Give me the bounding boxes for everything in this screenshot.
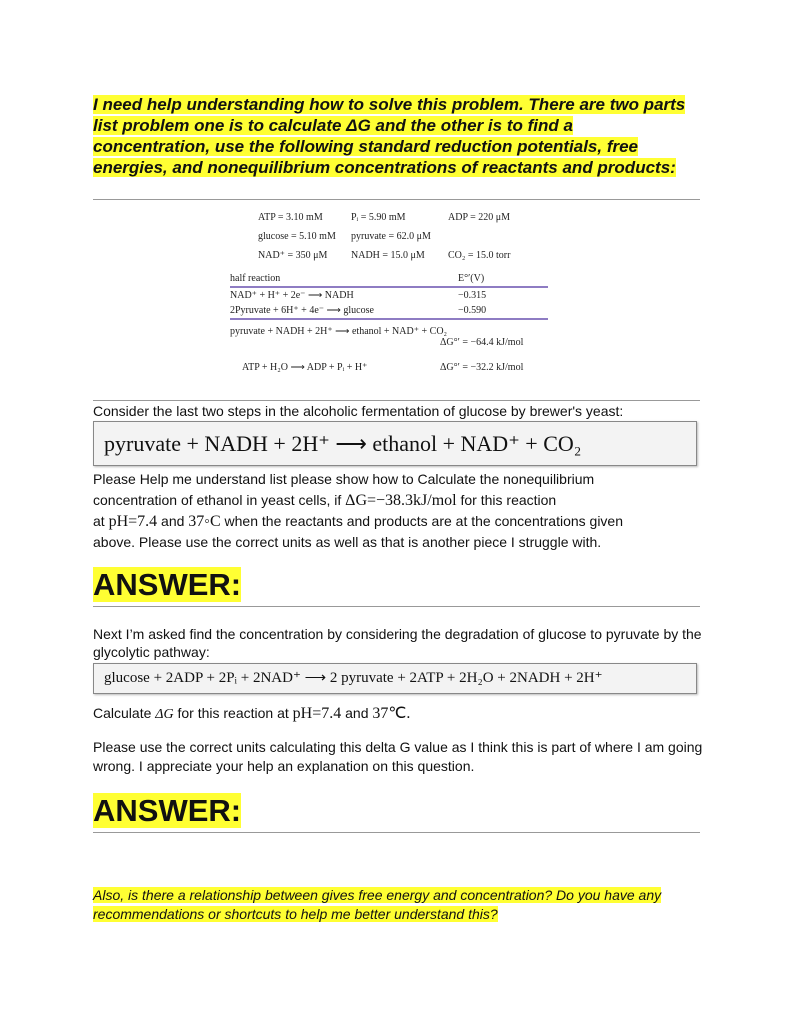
units-note: Please use the correct units calculating this delta G value as I think this is part of where I am going wrong. I appreciate your help an explanation on this question. [93,739,703,774]
divider [93,606,700,607]
closing-question: Also, is there a relationship between gives free energy and concentration? Do you have any recommendations or shortcuts to help me better understand this? [93,887,662,922]
concentration-row: NAD⁺ = 350 μM NADH = 15.0 μM CO₂ = 15.0 torr [258,250,511,261]
answer-heading-2: ANSWER: [93,793,242,828]
concentration-row: glucose = 5.10 mM pyruvate = 62.0 μM [258,231,431,242]
divider [93,832,700,833]
part1-question: Please Help me understand list please show how to Calculate the nonequilibrium concentration of ethanol in yeast cells, if ΔG=−38.3kJ/mol for this reaction at pH=7.4 and 37◦C when the reactants and products are at the concentrations given above. Please use the correct units as well as that is another piece I struggle with. [93,471,624,550]
reaction-2: ATP + H₂O ⟶ ADP + Pᵢ + H⁺ ΔG°′ = −32.2 kJ/mol [242,362,524,373]
reaction-1: pyruvate + NADH + 2H⁺ ⟶ ethanol + NAD⁺ + CO₂ [230,326,448,337]
concentration-row: ATP = 3.10 mM Pᵢ = 5.90 mM ADP = 220 μM [258,212,511,223]
fermentation-equation: pyruvate + NADH + 2H⁺ ⟶ ethanol + NAD⁺ + CO₂ [93,421,697,466]
calculate-text: Calculate ΔG for this reaction at pH=7.4 and 37℃. [93,705,411,722]
half-reaction-table: half reaction E°′(V) NAD⁺ + H⁺ + 2e⁻ ⟶ NADH −0.315 2Pyruvate + 6H⁺ + 4e⁻ ⟶ glucose −0.590 [230,271,548,320]
intro-question: I need help understanding how to solve this problem. There are two parts list problem one is to calculate ΔG and the other is to find a concentration, use the following standard reduction potentials, free energies, and nonequilibrium concentrations of reactants and products: [93,95,686,177]
problem-figure [230,208,560,373]
part2-intro: Next I’m asked find the concentration by considering the degradation of glucose to pyruvate by the glycolytic pathway: [93,626,702,660]
reaction-1-dg: ΔG°′ = −64.4 kJ/mol [440,337,524,348]
divider [93,199,700,200]
answer-heading-1: ANSWER: [93,567,242,602]
glycolysis-equation: glucose + 2ADP + 2Pᵢ + 2NAD⁺ ⟶ 2 pyruvate + 2ATP + 2H₂O + 2NADH + 2H⁺ [93,663,697,694]
consider-text: Consider the last two steps in the alcoholic fermentation of glucose by brewer's yeast: [93,403,624,419]
